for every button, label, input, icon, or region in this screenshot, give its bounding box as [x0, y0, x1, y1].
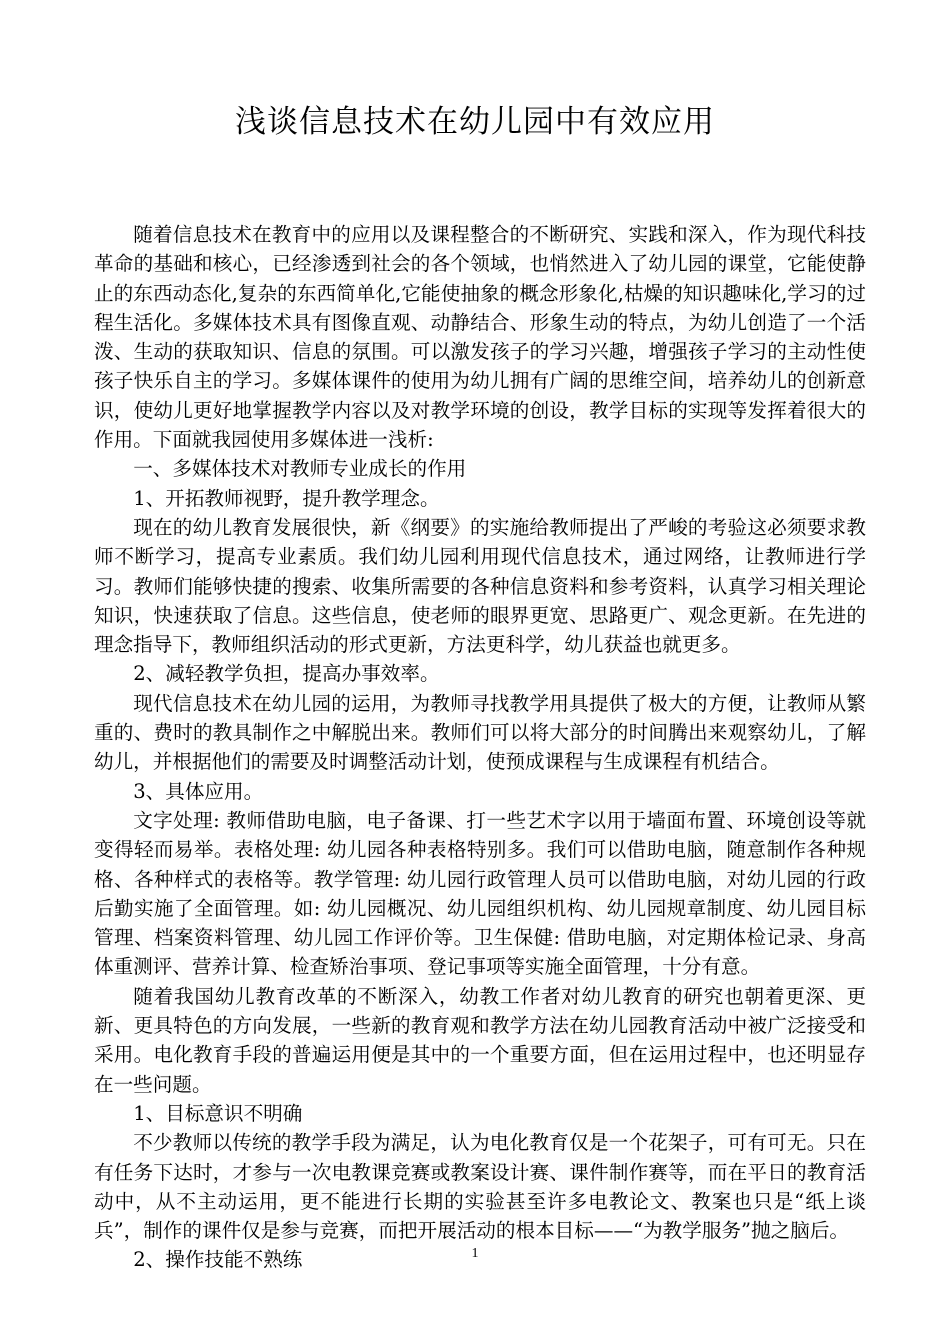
section-heading-1: 一、多媒体技术对教师专业成长的作用: [133, 457, 467, 481]
subheading-1-1: 1、开拓教师视野，提升教学理念。: [133, 486, 440, 510]
subheading-1-3: 3、具体应用。: [133, 779, 264, 803]
subheading-2-1: 1、目标意识不明确: [133, 1101, 303, 1125]
subheading-1-2: 2、减轻教学负担，提高办事效率。: [133, 662, 440, 686]
paragraph-1-1: 现在的幼儿教育发展很快，新《纲要》的实施给教师提出了严峻的考验这必须要求教师不断学习，提高专业素质。我们幼儿园利用现代信息技术，通过网络，让教师进行学习。教师们能够快捷的搜索、收集所需要的各种信息资料和参考资料，认真学习相关理论知识，快速获取了信息。这些信息，使老师的眼界更宽、思路更广、观念更新。在先进的理念指导下，教师组织活动的形式更新，方法更科学，幼儿获益也就更多。: [94, 515, 866, 657]
document-title: 浅谈信息技术在幼儿园中有效应用: [235, 104, 715, 140]
subheading-2-2: 2、操作技能不熟练: [133, 1248, 303, 1272]
paragraph-2-1: 不少教师以传统的教学手段为满足，认为电化教育仅是一个花架子，可有可无。只在有任务下达时，才参与一次电教课竞赛或教案设计赛、课件制作赛等，而在平日的教育活动中，从不主动运用，更不能进行长期的实验甚至许多电教论文、教案也只是“纸上谈兵”，制作的课件仅是参与竞赛，而把开展活动的根本目标——“为教学服务”抛之脑后。: [94, 1131, 866, 1243]
paragraph-problems-intro: 随着我国幼儿教育改革的不断深入，幼教工作者对幼儿教育的研究也朝着更深、更新、更具特色的方向发展，一些新的教育观和教学方法在幼儿园教育活动中被广泛接受和采用。电化教育手段的普遍运用便是其中的一个重要方面，但在运用过程中，也还明显存在一些问题。: [94, 984, 866, 1096]
document-body: [94, 220, 866, 1275]
paragraph-intro: 随着信息技术在教育中的应用以及课程整合的不断研究、实践和深入，作为现代科技革命的基础和核心，已经渗透到社会的各个领域，也悄然进入了幼儿园的课堂，它能使静止的东西动态化,复杂的东西简单化,它能使抽象的概念形象化,枯燥的知识趣味化,学习的过程生活化。多媒体技术具有图像直观、动静结合、形象生动的特点，为幼儿创造了一个活泼、生动的获取知识、信息的氛围。可以激发孩子的学习兴趣，增强孩子学习的主动性使孩子快乐自主的学习。多媒体课件的使用为幼儿拥有广阔的思维空间，培养幼儿的创新意识，使幼儿更好地掌握教学内容以及对教学环境的创设，教学目标的实现等发挥着很大的作用。下面就我园使用多媒体进一浅析:: [94, 223, 866, 452]
page-number: 1: [471, 1246, 479, 1261]
paragraph-1-2: 现代信息技术在幼儿园的运用，为教师寻找教学用具提供了极大的方便，让教师从繁重的、费时的教具制作之中解脱出来。教师们可以将大部分的时间腾出来观察幼儿，了解幼儿，并根据他们的需要及时调整活动计划，使预成课程与生成课程有机结合。: [94, 691, 866, 774]
paragraph-1-3: 文字处理: 教师借助电脑，电子备课、打一些艺术字以用于墙面布置、环境创设等就变得轻而易举。表格处理: 幼儿园各种表格特别多。我们可以借助电脑，随意制作各种规格、各种样式的表格等。教学管理: 幼儿园行政管理人员可以借助电脑，对幼儿园的行政后勤实施了全面管理。如: 幼儿园概况、幼儿园组织机构、幼儿园规章制度、幼儿园目标管理、档案资料管理、幼儿园工作评价等。卫生保健: 借助电脑，对定期体检记录、身高体重测评、营养计算、检查矫治事项、登记事项等实施全面管理，十分有意。: [94, 808, 866, 979]
